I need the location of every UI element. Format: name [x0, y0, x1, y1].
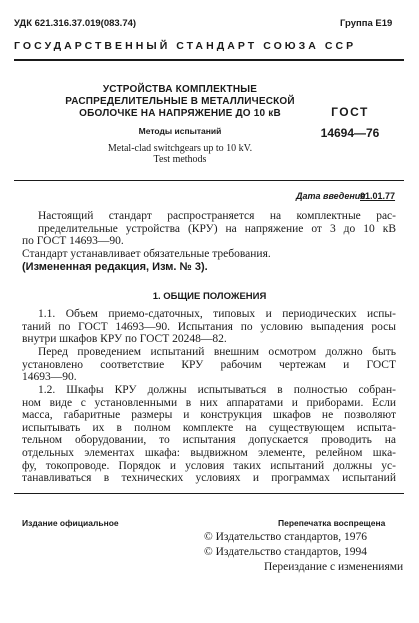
paragraph-line: 14693—90.: [22, 371, 77, 384]
paragraph-line: масса, габаритные размеры и конструкция шкафов не позволяют: [22, 409, 396, 422]
gost-label: ГОСТ: [331, 105, 369, 119]
paragraph-line: внутри шкафов КРУ по ГОСТ 20248—82.: [22, 333, 227, 346]
effective-date-label: Дата введения: [296, 191, 366, 201]
paragraph-line: 1.1. Объем приемо-сдаточных, типовых и периодических испы-: [38, 308, 396, 320]
english-title: Metal-clad switchgears up to 10 kV.: [107, 143, 253, 154]
reprint-notice: Перепечатка воспрещена: [278, 518, 386, 528]
effective-date-value: 01.01.77: [360, 191, 396, 201]
paragraph-line: отдельных элементах шкафа: выдвижном элементе, релейном шка-: [22, 446, 396, 459]
reissue-notice: Переиздание с изменениями: [264, 561, 404, 573]
intro-line: Настоящий стандарт распространяется на комплектные рас-: [38, 210, 396, 222]
paragraph-1-2: [22, 384, 396, 485]
paragraph-line: Перед проведением испытаний внешним осмотром должно быть: [38, 346, 396, 358]
title-line-1: УСТРОЙСТВА КОМПЛЕКТНЫЕ: [102, 84, 258, 95]
paragraph-line: тельном оборудовании, то испытания допускается проводить на: [22, 434, 396, 447]
intro-paragraph: [22, 210, 396, 248]
official-edition: Издание официальное: [22, 518, 119, 528]
copyright-1976: © Издательство стандартов, 1976: [204, 531, 368, 543]
gost-number: 14694—76: [320, 126, 380, 140]
english-subtitle: Test methods: [153, 154, 207, 165]
paragraph-line: таний по ГОСТ 14693—90. Испытания по условию выпадения росы: [22, 320, 396, 333]
group-code: Группа Е19: [340, 18, 393, 29]
subtitle: Методы испытаний: [138, 126, 222, 136]
revision-note: (Измененная редакция, Изм. № 3).: [22, 261, 208, 273]
paragraph-line: ном виде с установленными в них аппаратами и приборами. Если: [22, 396, 396, 409]
paragraph-line: фу, токопроводе. Порядок и условия таких испытаний должны ус-: [22, 459, 396, 472]
title-line-3: ОБОЛОЧКЕ НА НАПРЯЖЕНИЕ ДО 10 кВ: [79, 108, 281, 119]
footer-rule: [14, 493, 404, 494]
paragraph-line: установлено соответствие КРУ рабочим чертежам и ГОСТ: [22, 358, 396, 371]
copyright-1994: © Издательство стандартов, 1994: [204, 546, 368, 558]
mandatory-requirements: Стандарт устанавливает обязательные требования.: [22, 248, 271, 260]
paragraph-1-1: [22, 308, 396, 346]
header-rule: [14, 59, 404, 61]
title-rule: [14, 180, 404, 181]
udc-code: УДК 621.316.37.019(083.74): [14, 18, 137, 29]
paragraph-line: испытывать их в полном комплекте на существующем испыта-: [22, 421, 396, 434]
paragraph-inspection: [22, 346, 396, 384]
paragraph-line: танавливаться в технических условиях и программах испытаний: [22, 472, 396, 485]
section-title: 1. ОБЩИЕ ПОЛОЖЕНИЯ: [152, 291, 267, 302]
intro-line: по ГОСТ 14693—90.: [22, 235, 124, 248]
title-line-2: РАСПРЕДЕЛИТЕЛЬНЫЕ В МЕТАЛЛИЧЕСКОЙ: [65, 96, 295, 107]
intro-line: пределительные устройства (КРУ) на напряжение от 3 до 10 кВ: [38, 222, 396, 235]
state-standard-heading: ГОСУДАРСТВЕННЫЙ СТАНДАРТ СОЮЗА ССР: [14, 40, 357, 52]
paragraph-line: 1.2. Шкафы КРУ должны испытываться в полностью собран-: [38, 384, 396, 396]
